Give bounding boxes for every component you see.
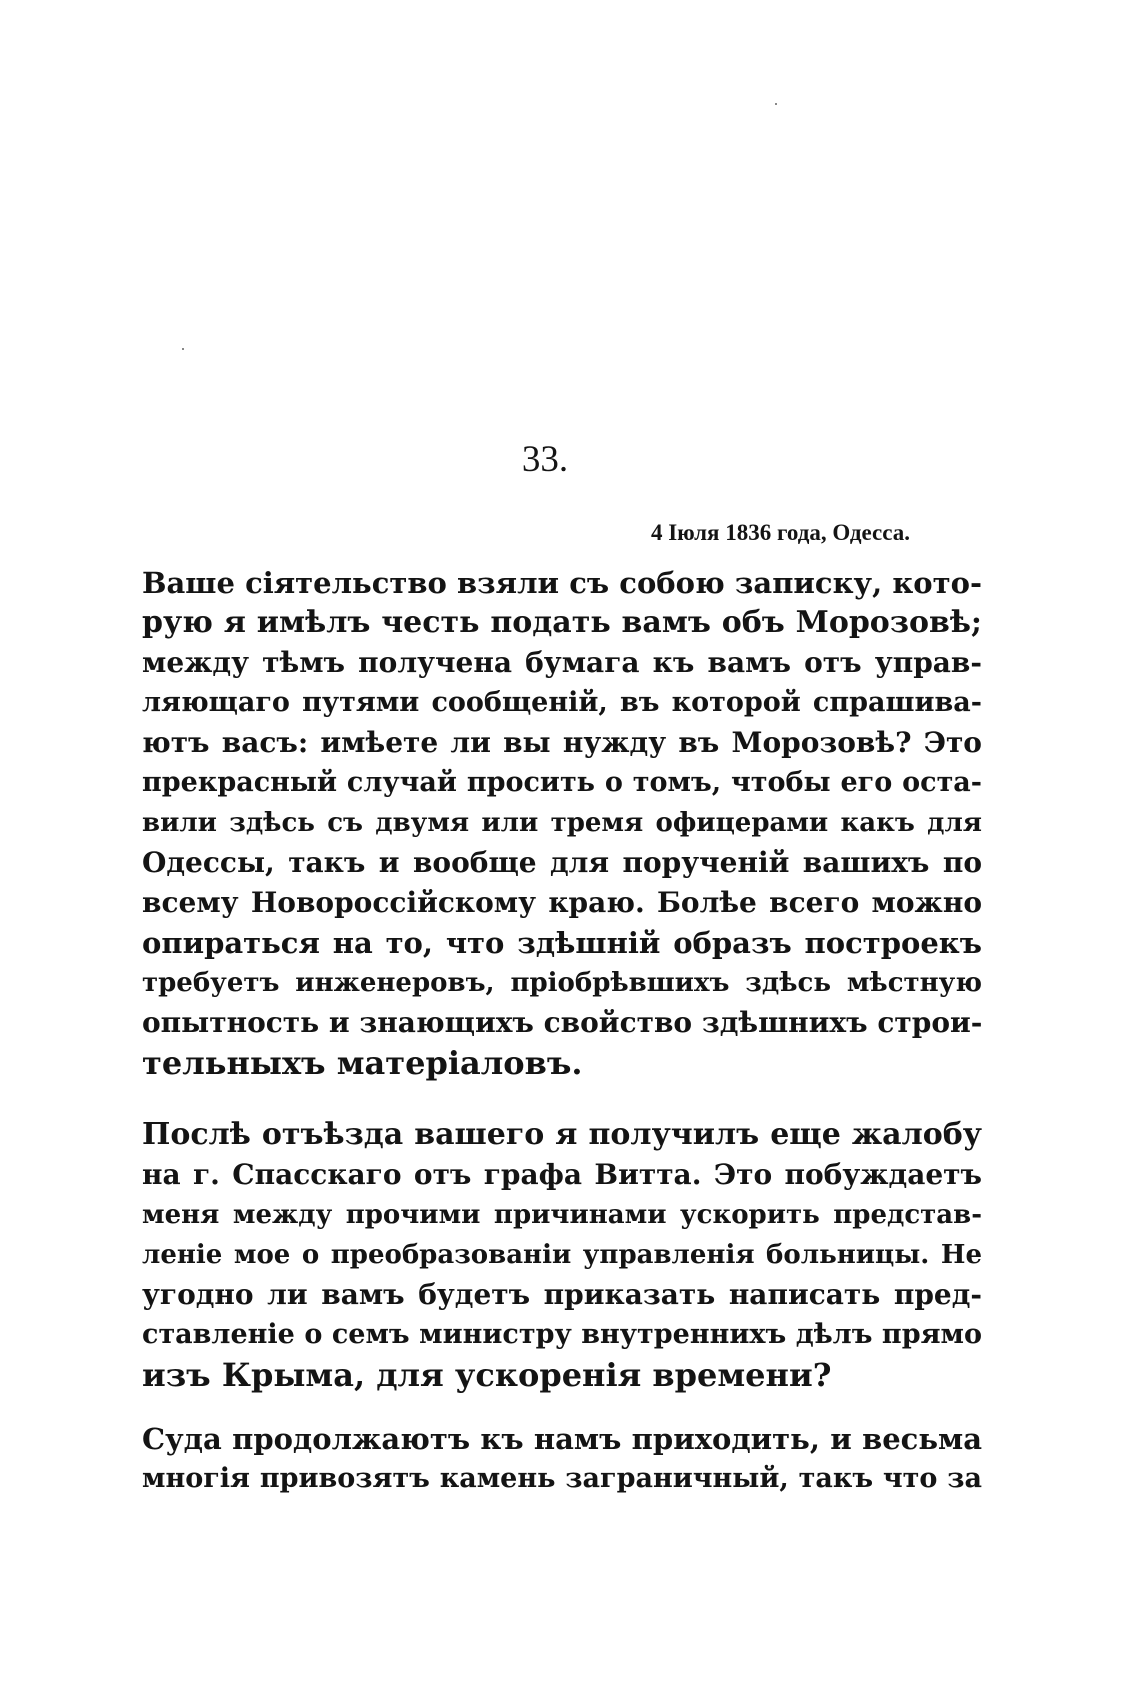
text-line: леніе мое о преобразованіи управленія больницы. Не: [142, 1240, 982, 1270]
text-line: Одессы, такъ и вообще для порученій вашихъ по: [142, 846, 982, 879]
text-line: Суда продолжаютъ къ намъ приходить, и весьма: [142, 1422, 982, 1456]
text-line: всему Новороссійскому краю. Болѣе всего можно: [142, 886, 982, 919]
text-line: изъ Крыма, для ускоренія времени?: [142, 1356, 832, 1394]
text-line: Послѣ отъѣзда вашего я получилъ еще жалобу: [142, 1117, 982, 1152]
text-line: вили здѣсь съ двумя или тремя офицерами какъ для: [142, 808, 982, 838]
text-line: угодно ли вамъ будетъ приказать написать пред-: [142, 1278, 982, 1311]
dateline: 4 Іюля 1836 года, Одесса.: [650, 520, 910, 545]
text-line: требуетъ инженеровъ, пріобрѣвшихъ здѣсь мѣстную: [142, 968, 982, 998]
text-line: рую я имѣлъ честь подать вамъ объ Морозовѣ;: [142, 605, 982, 640]
scan-speck: [182, 348, 184, 350]
text-line: Ваше сіятельство взяли съ собою записку, кото-: [142, 566, 982, 600]
text-line: опираться на то, что здѣшній образъ построекъ: [142, 926, 982, 960]
text-line: ляющаго путями сообщеній, въ которой спрашива-: [142, 687, 982, 718]
paragraph-3: [142, 1419, 982, 1499]
text-line: ютъ васъ: имѣете ли вы нужду въ Морозовѣ? Это: [142, 726, 982, 759]
paragraph-2: [142, 1115, 982, 1395]
text-line: многія привозятъ камень заграничный, такъ что за: [142, 1463, 982, 1494]
text-line: меня между прочими причинами ускорить представ-: [142, 1200, 982, 1230]
text-line: тельныхъ матеріаловъ.: [142, 1044, 583, 1082]
paragraph-1: [142, 563, 982, 1083]
text-line: между тѣмъ получена бумага къ вамъ отъ управ-: [142, 646, 982, 679]
text-line: прекрасный случай просить о томъ, чтобы его оста-: [142, 767, 982, 798]
text-line: ставленіе о семъ министру внутреннихъ дѣлъ прямо: [142, 1319, 982, 1350]
scan-speck: [775, 103, 777, 105]
letter-number: 33.: [521, 439, 569, 480]
text-line: на г. Спасскаго отъ графа Витта. Это побуждаетъ: [142, 1158, 982, 1191]
text-line: опытность и знающихъ свойство здѣшнихъ строи-: [142, 1006, 982, 1039]
